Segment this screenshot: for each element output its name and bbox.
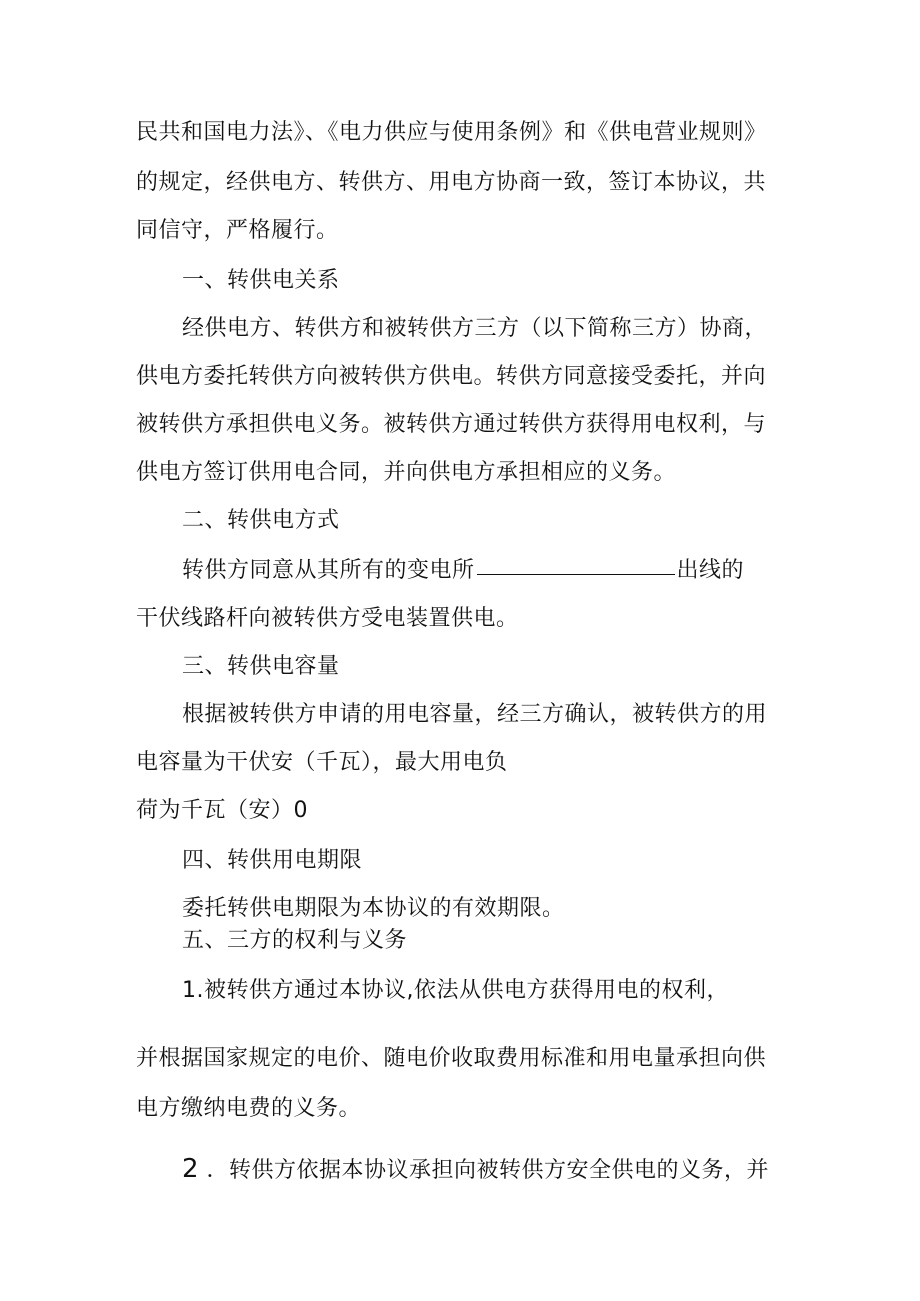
substation-blank-field[interactable] bbox=[477, 573, 675, 575]
paragraph-line: 电方缴纳电费的义务。 bbox=[136, 1096, 362, 1121]
section-heading-1: 一、转供电关系 bbox=[182, 268, 340, 293]
paragraph-line: 荷为千瓦（安）0 bbox=[136, 798, 308, 823]
substation-line bbox=[182, 556, 744, 586]
paragraph-line: 根据被转供方申请的用电容量，经三方确认，被转供方的用 bbox=[182, 702, 768, 727]
item-1-line: 1.被转供方通过本协议,依法从供电方获得用电的权利， bbox=[182, 978, 729, 1003]
paragraph-line: 民共和国电力法》、《电力供应与使用条例》和《供电营业规则》 bbox=[136, 120, 767, 145]
section-heading-2: 二、转供电方式 bbox=[182, 508, 340, 533]
item-2-number: 2 bbox=[182, 1154, 207, 1184]
paragraph-line: 经供电方、转供方和被转供方三方（以下简称三方）协商， bbox=[182, 316, 768, 341]
paragraph-line: 供电方签订供用电合同，并向供电方承担相应的义务。 bbox=[136, 460, 677, 485]
paragraph-line: 电容量为干伏安（千瓦），最大用电负 bbox=[136, 750, 508, 775]
paragraph-line: 被转供方承担供电义务。被转供方通过转供方获得用电权利，与 bbox=[136, 412, 767, 437]
paragraph-line: 并根据国家规定的电价、随电价收取费用标准和用电量承担向供 bbox=[136, 1046, 767, 1071]
item-2-line bbox=[182, 1154, 769, 1186]
paragraph-line: 同信守，严格履行。 bbox=[136, 218, 339, 243]
item-2-text: ．转供方依据本协议承担向被转供方安全供电的义务，并 bbox=[206, 1158, 770, 1183]
section-heading-4: 四、转供用电期限 bbox=[182, 848, 363, 873]
section-heading-5: 五、三方的权利与义务 bbox=[182, 928, 408, 953]
paragraph-line: 供电方委托转供方向被转供方供电。转供方同意接受委托，并向 bbox=[136, 364, 767, 389]
substation-text-before: 转供方同意从其所有的变电所 bbox=[182, 558, 475, 583]
section-heading-3: 三、转供电容量 bbox=[182, 654, 340, 679]
paragraph-line: 的规定，经供电方、转供方、用电方协商一致，签订本协议，共 bbox=[136, 170, 767, 195]
paragraph-line: 委托转供电期限为本协议的有效期限。 bbox=[182, 896, 565, 921]
paragraph-line: 干伏线路杆向被转供方受电装置供电。 bbox=[136, 606, 519, 631]
substation-text-after: 出线的 bbox=[676, 558, 745, 583]
